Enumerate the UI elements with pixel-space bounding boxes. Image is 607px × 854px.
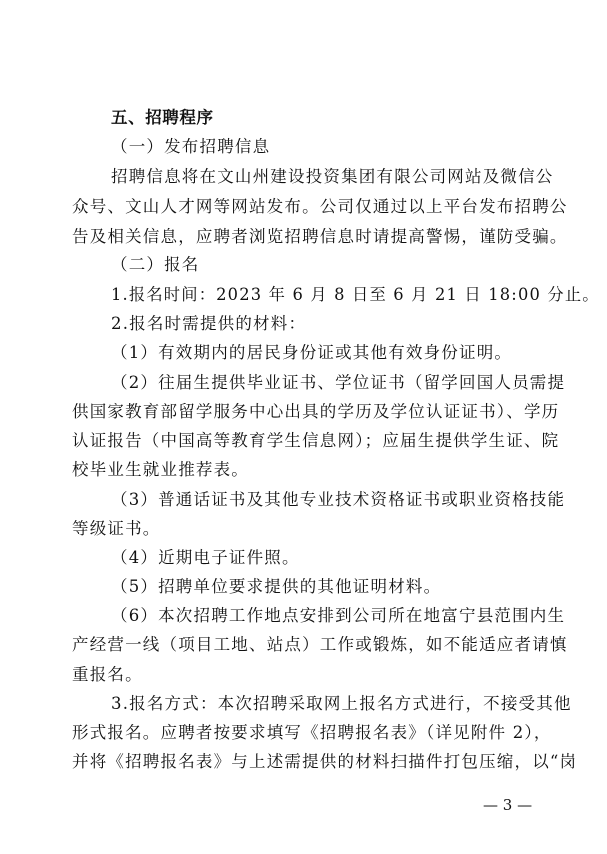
- section-heading: 五、招聘程序: [111, 108, 214, 127]
- paragraph-line: 招聘信息将在文山州建设投资集团有限公司网站及微信公: [111, 167, 554, 186]
- material-item-continued: 校毕业生就业推荐表。: [72, 460, 249, 479]
- page-number: — 3 —: [483, 796, 533, 814]
- paragraph-line: 众号、文山人才网等网站发布。公司仅通过以上平台发布招聘公: [72, 197, 568, 216]
- register-time: 1.报名时间：2023 年 6 月 8 日至 6 月 21 日 18:00 分止。: [111, 285, 600, 304]
- register-method-continued: 形式报名。应聘者按要求填写《招聘报名表》（详见附件 2），: [72, 723, 552, 742]
- material-item-continued: 重报名。: [72, 665, 143, 684]
- subheading-publish: （一）发布招聘信息: [111, 137, 271, 156]
- material-item: （1）有效期内的居民身份证或其他有效身份证明。: [111, 343, 513, 362]
- materials-heading: 2.报名时需提供的材料：: [111, 314, 307, 333]
- material-item-continued: 产经营一线（项目工地、站点）工作或锻炼，如不能适应者请慎: [72, 635, 568, 654]
- register-method-continued: 并将《招聘报名表》与上述需提供的材料扫描件打包压缩，以“岗: [72, 752, 578, 771]
- material-item: （4）近期电子证件照。: [111, 548, 300, 567]
- material-item: （6）本次招聘工作地点安排到公司所在地富宁县范围内生: [111, 606, 566, 625]
- subheading-register: （二）报名: [111, 255, 200, 274]
- material-item: （5）招聘单位要求提供的其他证明材料。: [111, 577, 442, 596]
- material-item: （2）往届生提供毕业证书、学位证书（留学回国人员需提: [111, 373, 566, 392]
- register-method: 3.报名方式：本次招聘采取网上报名方式进行，不接受其他: [111, 694, 572, 713]
- material-item: （3）普通话证书及其他专业技术资格证书或职业资格技能: [111, 490, 566, 509]
- material-item-continued: 等级证书。: [72, 519, 161, 538]
- material-item-continued: 认证报告（中国高等教育学生信息网）；应届生提供学生证、院: [72, 431, 560, 450]
- paragraph-line: 告及相关信息，应聘者浏览招聘信息时请提高警惕，谨防受骗。: [72, 227, 568, 246]
- material-item-continued: 供国家教育部留学服务中心出具的学历及学位认证证书）、学历: [72, 402, 560, 421]
